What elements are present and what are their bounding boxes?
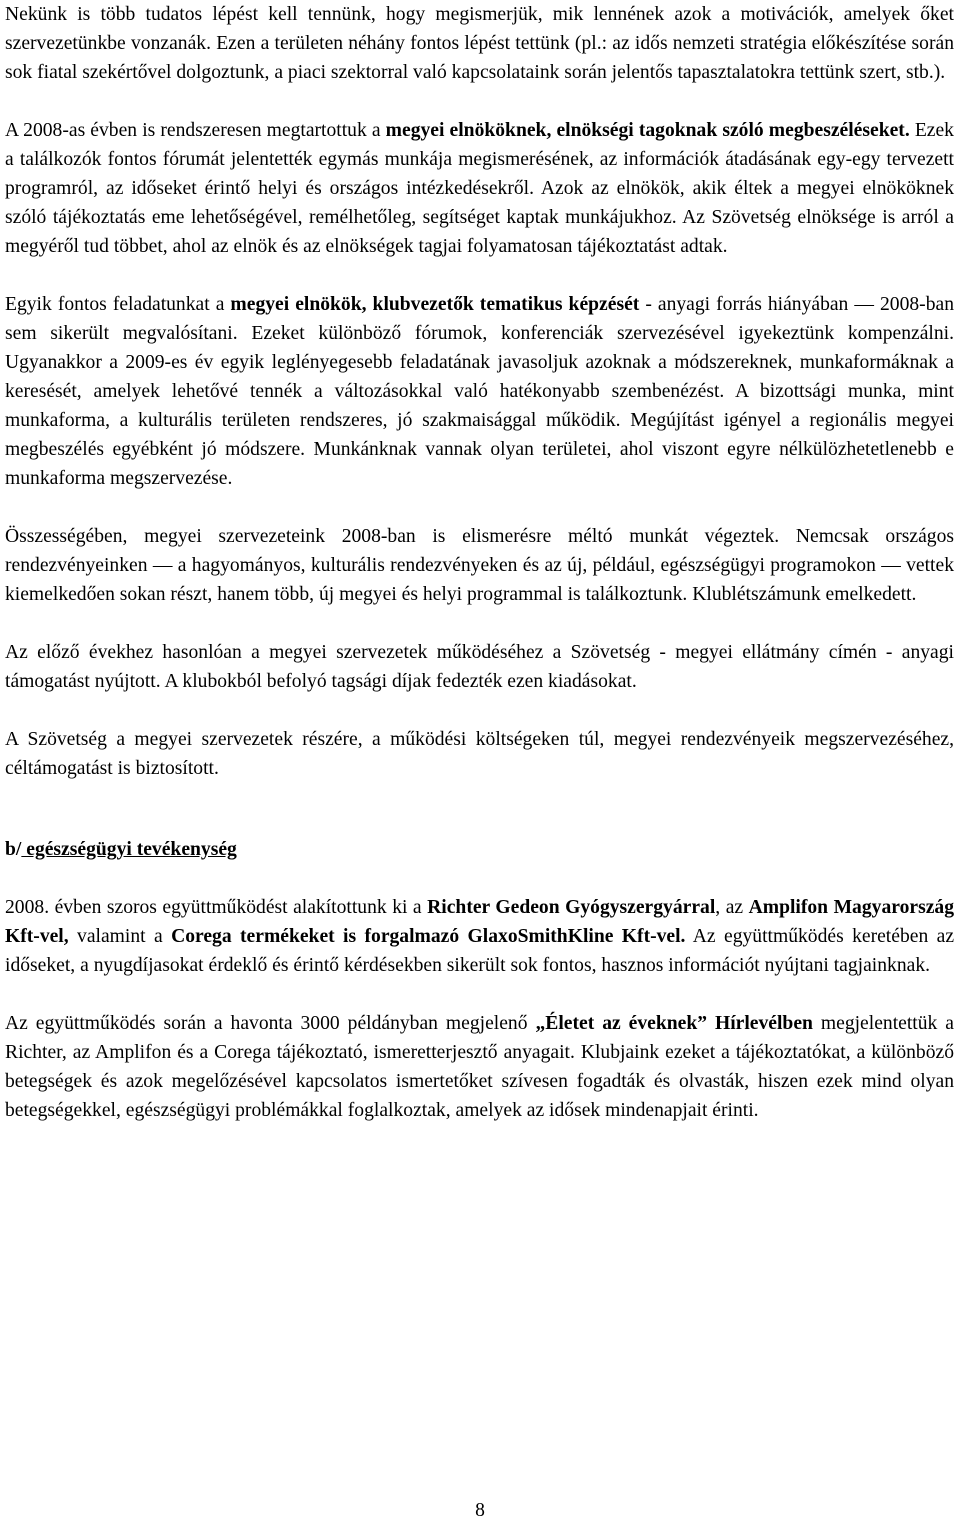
section-heading [5,835,954,864]
document-page [5,0,954,1125]
text-run: , az [715,897,749,918]
section-heading-title: egészségügyi tevékenység [21,839,237,860]
paragraph-summary: Összességében, megyei szervezeteink 2008-ban is elismerésre méltó munkát végeztek. Nemcsak országos rendezvényeinken — a hagyományos, kulturális rendezvényeken és az új, például, egészségügyi programokon — vettek kiemelkedően sokan részt, hanem több, új megyei és helyi programmal is találkoztunk. Klublétszámunk emelkedett. [5,526,954,605]
text-run: valamint a [68,926,172,947]
text-run: Az együttműködés során a havonta 3000 példányban megjelenő [5,1013,536,1034]
text-run: - anyagi forrás hiányában — 2008-ban sem sikerült megvalósítani. Ezeket különböző fórumok, konferenciák szervezésével igyekeztünk kompenzálni. Ugyanakkor a 2009-es év egyik leglényegesebb feladatának javasoljuk azoknak a módszereknek, munkaformáknak a keresését, amelyek lehetővé tennék a változásokkal való hatékonyabb szembenézést. A bizottsági munka, mint munkaforma, a kulturális területen rendszeres, jó szakmaisággal működik. Megújítást igényel a regionális megyei megbeszélés egyébként jó módszere. Munkánknak vannak olyan területei, ahol viszont egyre nélkülözhetetlenebb e munkaforma megszervezése. [5,294,954,489]
text-run: megjelentettük a Richter, az Amplifon és a Corega tájékoztató, ismeretterjesztő anyagait. Klubjaink ezeket a tájékoztatókat, a különböző betegségek és azok megelőzésével kapcsolatos ismertetőket szívesen fogadták és olvasták, hiszen ezek mind olyan betegségekkel, egészségügyi problémákkal foglalkoztak, amelyek az idősek mindenapjait érinti. [5,1013,954,1121]
text-run: A 2008-as évben is rendszeresen megtartottuk a [5,120,386,141]
bold-text: megyei elnököknek, elnökségi tagoknak szóló megbeszéléseket. [385,120,910,141]
bold-text: megyei elnökök, klubvezetők tematikus képzését [230,294,640,315]
bold-text: Corega termékeket is forgalmazó GlaxoSmithKline Kft-vel. [171,926,686,947]
paragraph-newsletter [5,1009,954,1125]
bold-text: „Életet az éveknek” Hírlevélben [535,1013,813,1034]
text-run: Az együttműködés keretében az időseket, a nyugdíjasokat érdeklő és érintő kérdésekben sikerült sok fontos, hasznos információt nyújtani tagjainknak. [5,926,955,976]
text-run: Ezek a találkozók fontos fórumát jelentették egymás munkája megismerésének, az információk átadásának egy-egy tervezett programról, az időseket érintő helyi és országos intézkedésekről. Azok az elnökök, akik éltek a megyei elnököknek szóló tájékoztatás eme lehetőségével, remélhetőleg, segítséget kaptak munkájukhoz. Az Szövetség elnöksége is arról a megyéről tud többet, ahol az elnök és az elnökségek tagjai folyamatosan tájékoztatást adtak. [5,120,954,257]
bold-text: Amplifon Magyarország Kft-vel, [5,897,955,947]
paragraph-county-presidents-meetings [5,116,954,261]
section-heading-prefix: b/ [5,839,22,860]
text-run: 2008. évben szoros együttműködést alakítottunk ki a [5,897,428,918]
paragraph-county-funding: Az előző évekhez hasonlóan a megyei szervezetek működéséhez a Szövetség - megyei ellátmány címén - anyagi támogatást nyújtott. A klubokból befolyó tagsági díjak fedezték ezen kiadásokat. [5,642,954,692]
paragraph-targeted-support: A Szövetség a megyei szervezetek részére, a működési költségeken túl, megyei rendezvényeik megszervezéséhez, céltámogatást is biztosított. [5,729,954,779]
text-run: Egyik fontos feladatunkat a [5,294,231,315]
paragraph-cooperation [5,893,954,980]
bold-text: Richter Gedeon Gyógyszergyárral [427,897,716,918]
page-number: 8 [475,1500,485,1521]
paragraph-training [5,290,954,493]
paragraph-motivations: Nekünk is több tudatos lépést kell tennünk, hogy megismerjük, mik lennének azok a motivációk, amelyek őket szervezetünkbe vonzanák. Ezen a területen néhány fontos lépést tettünk (pl.: az idős nemzeti stratégia előkészítése során sok fiatal szekértővel dolgoztunk, a piaci szektorral való kapcsolataink során jelentős tapasztalatokra tettünk szert, stb.). [5,4,954,83]
